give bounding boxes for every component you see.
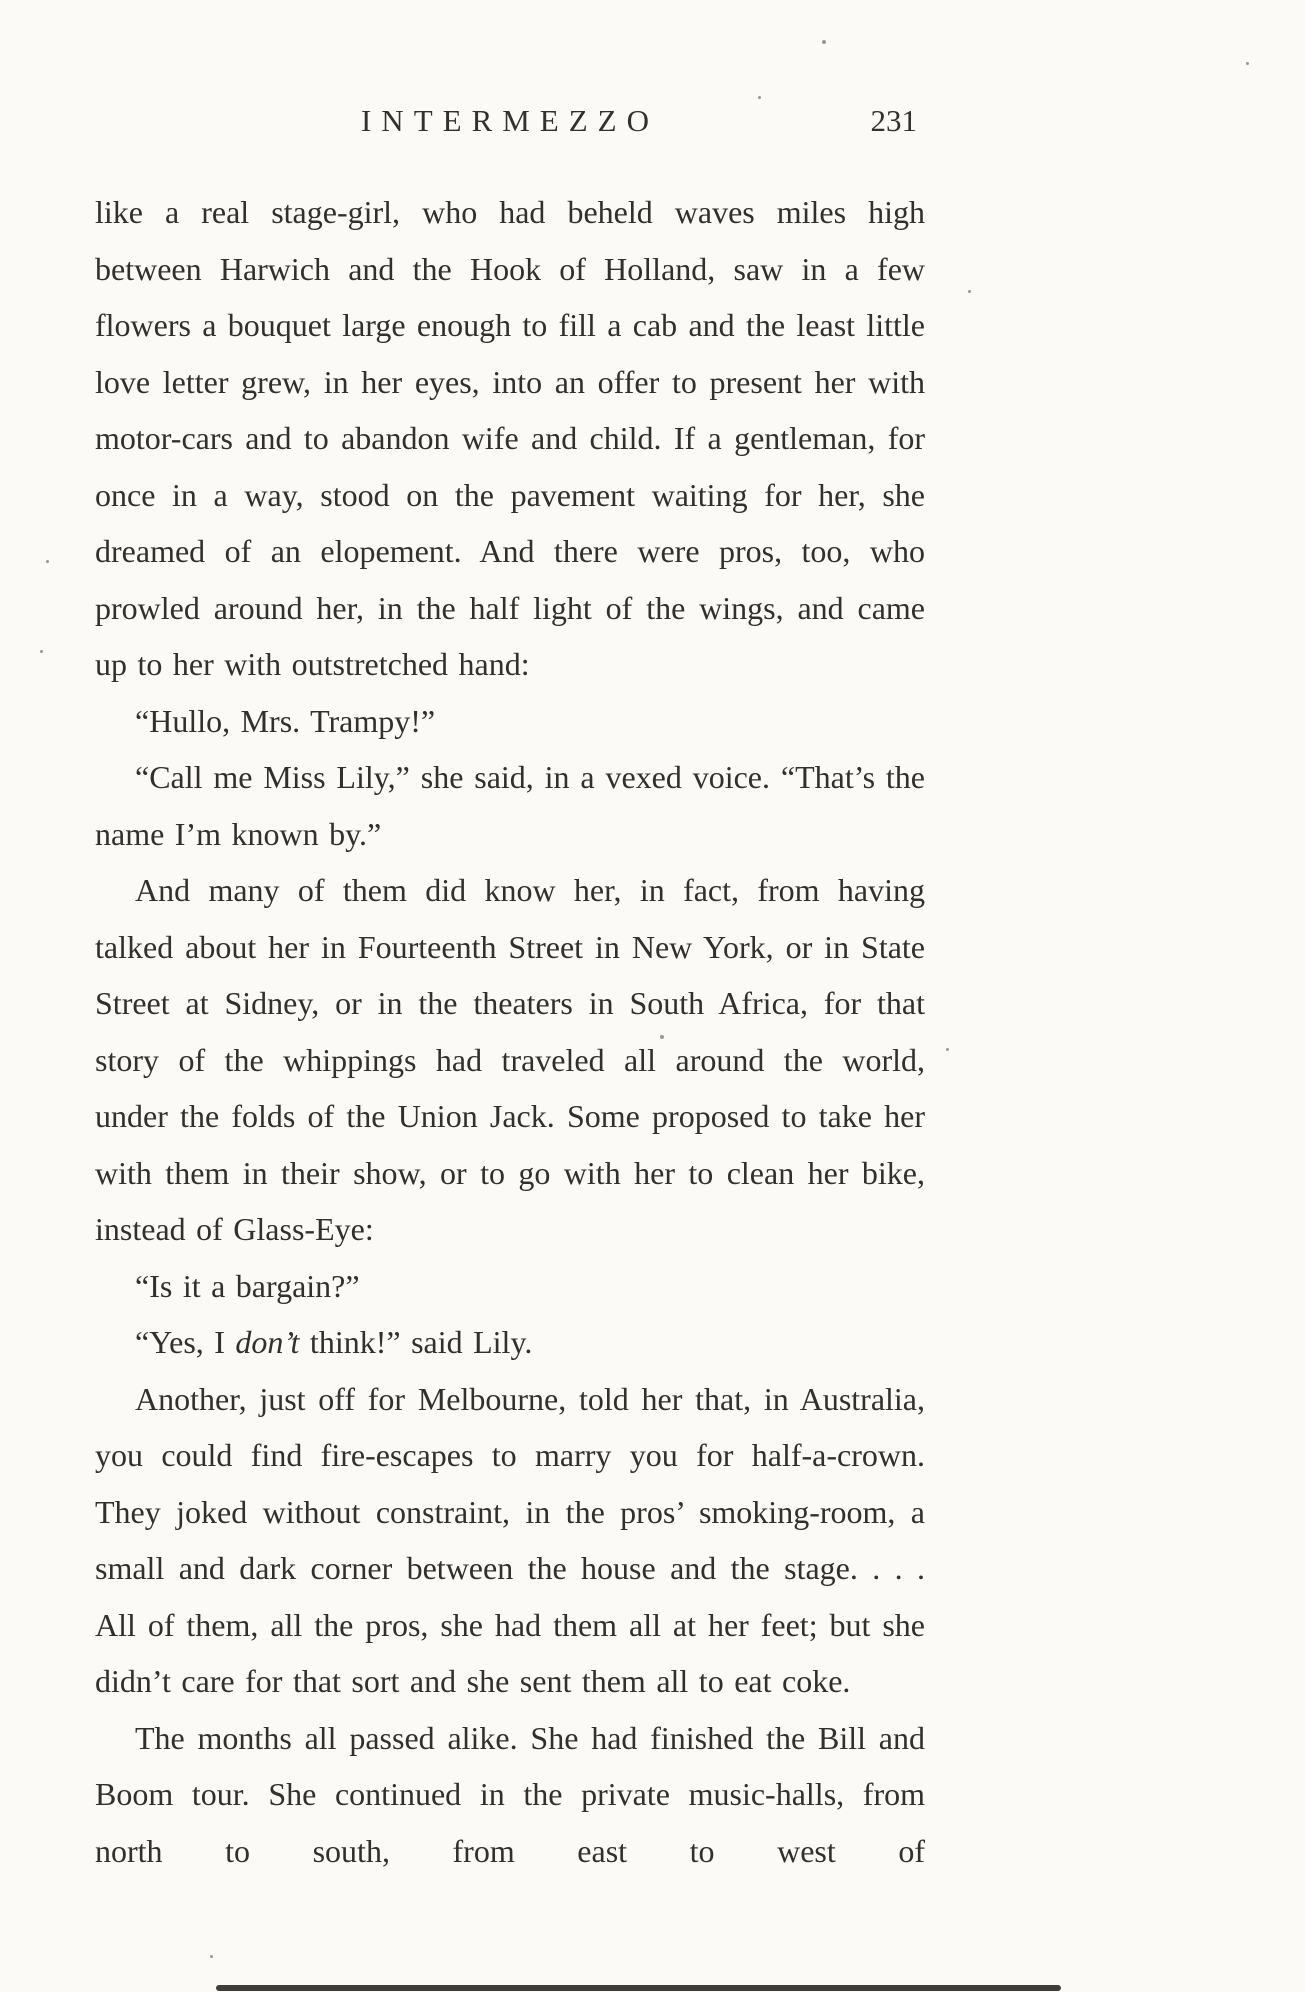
text-run: Another, just off for Melbourne, told her that, in Australia, you could find fire-escapes to marry you for half-a-crown. They joked without constraint, in the pros’ smoking-room, a small and dark corner between the house and the stage. . . . All of them, all the pros, she had them all at her feet; but she didn’t care for that sort and she sent them all to eat coke. [95, 1380, 925, 1699]
paragraph [95, 1258, 925, 1315]
scan-speck [40, 650, 43, 653]
text-run: think!” said Lily. [299, 1324, 533, 1360]
scan-speck [758, 96, 761, 99]
book-page [95, 0, 925, 1992]
text-run: “Is it a bargain?” [135, 1267, 360, 1304]
paragraph [95, 184, 925, 693]
text-run: “Yes, I [135, 1324, 236, 1360]
page-number: 231 [870, 103, 917, 138]
paragraph [95, 1371, 925, 1710]
scan-speck [1246, 62, 1249, 65]
running-head [95, 103, 925, 147]
text-run: “Hullo, Mrs. Trampy!” [135, 702, 436, 739]
scan-speck [822, 40, 826, 44]
paragraph [95, 1710, 925, 1880]
text-run: like a real stage-girl, who had beheld waves miles high between Harwich and the Hook of Holland, saw in a few flowers a bouquet large enough to fill a cab and the least little love letter grew, in her eyes, into an offer to present her with motor-cars and to abandon wife and child. If a gentleman, for once in a way, stood on the pavement waiting for her, she dreamed of an elopement. And there were pros, too, who prowled around her, in the half light of the wings, and came up to her with outstretched hand: [95, 194, 925, 682]
text-run: The months all passed alike. She had finished the Bill and Boom tour. She continued in the private music-halls, from north to south, from east to west of [95, 1719, 925, 1869]
page-title: INTERMEZZO [360, 103, 660, 138]
scan-edge-shadow [216, 1985, 1061, 1991]
paragraph [95, 862, 925, 1258]
paragraph [95, 749, 925, 862]
text-run: “Call me Miss Lily,” she said, in a vexed voice. “That’s the name I’m known by.” [95, 759, 925, 852]
scan-speck [660, 1035, 664, 1039]
scan-speck [46, 560, 49, 563]
paragraph [95, 1314, 925, 1371]
scan-speck [968, 290, 971, 293]
italic-text: don’t [235, 1324, 300, 1360]
scan-speck [946, 1048, 949, 1051]
text-run: And many of them did know her, in fact, from having talked about her in Fourteenth Street in New York, or in State Street at Sidney, or in the theaters in South Africa, for that story of the whippings had traveled all around the world, under the folds of the Union Jack. Some proposed to take her with them in their show, or to go with her to clean her bike, instead of Glass-Eye: [95, 872, 925, 1247]
scan-speck [210, 1955, 213, 1958]
paragraph [95, 693, 925, 750]
text-body [95, 184, 925, 1879]
